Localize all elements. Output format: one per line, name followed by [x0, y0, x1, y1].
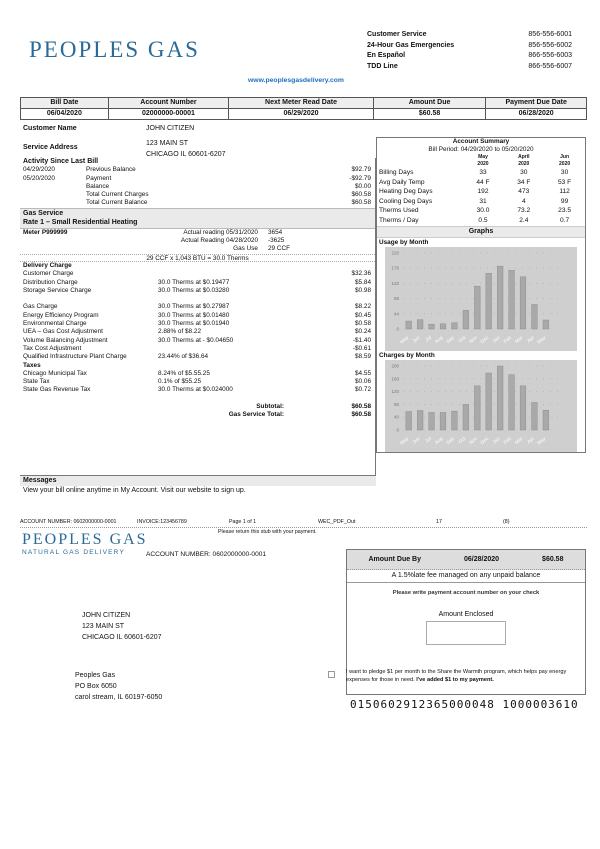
- column-month: April: [518, 154, 530, 160]
- charge-detail: 30.0 Therms at $0.27987: [158, 303, 230, 311]
- summary-label: Avg Daily Temp: [379, 178, 425, 186]
- activity-title: Activity Since Last Bill: [23, 158, 99, 165]
- y-tick-label: 120: [391, 388, 399, 394]
- activity-amount: $60.58: [351, 191, 371, 199]
- x-tick-label: Apr: [526, 436, 536, 445]
- x-tick-label: Jul: [424, 335, 433, 344]
- bar: [497, 366, 503, 430]
- x-tick-label: Dec: [480, 335, 490, 345]
- address-line: CHICAGO IL 60601-6207: [146, 151, 226, 158]
- activity-label: Total Current Balance: [86, 199, 148, 207]
- amount-enclosed-input[interactable]: [426, 621, 506, 645]
- column-year: 2020: [518, 161, 530, 167]
- activity-date: [20, 183, 86, 191]
- x-tick-label: Aug: [434, 335, 445, 345]
- x-tick-label: Oct: [458, 335, 468, 344]
- y-tick-label: 44: [393, 310, 399, 316]
- reading-value: 3654: [268, 228, 283, 236]
- column-year: 2020: [477, 161, 489, 167]
- bar: [486, 373, 492, 430]
- graphs-header: Graphs: [377, 226, 585, 238]
- bill-summary-bar: [20, 97, 587, 120]
- payment-due-header: Payment Due Date: [486, 98, 586, 109]
- activity-label: Payment: [86, 174, 112, 182]
- charge-label: Qualified Infrastructure Plant Charge: [23, 353, 127, 361]
- summary-value: 473: [518, 188, 530, 196]
- x-tick-label: Sep: [445, 335, 456, 345]
- usage-chart-title: Usage by Month: [379, 238, 429, 246]
- activity-row: [20, 166, 375, 174]
- summary-value: 30: [560, 169, 569, 176]
- x-tick-label: Feb: [503, 436, 513, 446]
- address-line: Peoples Gas: [75, 672, 116, 679]
- total-label: Gas Service Total:: [228, 411, 284, 419]
- charge-detail: 8.24% of $5.55.25: [158, 369, 210, 377]
- x-tick-label: Aug: [434, 436, 445, 446]
- peoples-gas-logo: PEOPLES GAS: [29, 37, 200, 62]
- charge-detail: 30.0 Therms at - $0.04650: [158, 336, 234, 344]
- summary-row: [377, 187, 585, 197]
- activity-row: [20, 175, 375, 183]
- x-tick-label: Mar: [514, 335, 525, 345]
- activity-label: Previous Balance: [86, 166, 136, 174]
- charge-label: Tax Cost Adjustment: [23, 344, 82, 352]
- gas-service-title: Gas Service: [23, 209, 64, 217]
- contact-phone: 866-556-6003: [528, 52, 572, 59]
- charge-detail: [158, 345, 315, 353]
- x-tick-label: Nov: [468, 335, 479, 345]
- account-number-value: 02000000-00001: [109, 109, 230, 119]
- address-line: JOHN CITIZEN: [82, 612, 131, 619]
- reading-label: Actual Reading 04/28/2020: [180, 237, 258, 245]
- amount-due-value: $60.58: [374, 109, 487, 119]
- summary-row: [377, 178, 585, 188]
- activity-amount: $60.58: [351, 199, 371, 207]
- charges-by-month-chart: [381, 360, 581, 452]
- gas-service-band: [20, 208, 375, 228]
- x-tick-label: Nov: [468, 436, 479, 446]
- footer-account-number: ACCOUNT NUMBER: 0602000000-0001: [20, 519, 117, 525]
- bar: [532, 402, 538, 430]
- summary-value: 44 F: [476, 178, 490, 186]
- charge-row: [20, 328, 375, 336]
- bar: [463, 310, 469, 329]
- check-note: Please write payment account number on your check: [392, 590, 540, 596]
- bar: [520, 276, 526, 328]
- x-tick-label: Jun: [412, 335, 422, 345]
- charge-amount: $8.59: [355, 353, 371, 361]
- charges-chart-title: Charges by Month: [379, 351, 435, 359]
- bar: [486, 273, 492, 329]
- y-tick-label: 160: [391, 375, 399, 381]
- amount-due-header: Amount Due: [374, 98, 487, 109]
- address-line: PO Box 6050: [75, 683, 117, 690]
- return-stub-note: Please return this stub with your payment.: [218, 529, 317, 535]
- y-tick-label: 176: [391, 265, 399, 271]
- bar: [543, 320, 549, 329]
- summary-row: [377, 197, 585, 207]
- charge-amount: $5.84: [355, 278, 371, 286]
- therm-conversion: 29 CCF x 1,043 BTU = 30.0 Therms: [20, 254, 375, 262]
- bar: [509, 270, 515, 329]
- chart-background: [385, 360, 577, 452]
- pledge-description: I want to pledge $1 per month to the Share the Warmth program, which helps pay energy expenses for those in need.: [346, 669, 567, 683]
- column-year: 2020: [559, 161, 571, 167]
- service-address: [146, 138, 226, 160]
- website-link[interactable]: www.peoplesgasdelivery.com: [248, 77, 344, 84]
- contact-label: Customer Service: [367, 31, 427, 38]
- charge-label: State Tax: [23, 378, 50, 386]
- charge-row: [20, 345, 375, 353]
- reading-value: -3625: [268, 237, 285, 245]
- x-tick-label: Mar: [514, 436, 525, 446]
- summary-row: [377, 206, 585, 216]
- bar: [463, 404, 469, 430]
- y-tick-label: 40: [393, 414, 399, 420]
- bar: [520, 385, 526, 429]
- charge-amount: $0.98: [355, 286, 371, 294]
- charge-detail: 2.88% of $8.22: [158, 328, 201, 336]
- summary-row: [377, 168, 585, 178]
- y-tick-label: 220: [391, 250, 399, 256]
- summary-label: Therms Used: [379, 207, 419, 215]
- footer-page: Page 1 of 1: [229, 519, 257, 525]
- charge-row: [20, 279, 375, 287]
- contact-row: [367, 63, 572, 74]
- charge-detail: 30.0 Therms at $0.024000: [158, 386, 233, 394]
- charge-label: Gas Charge: [23, 303, 58, 311]
- charge-row: [20, 370, 375, 378]
- charge-amount: $32.36: [351, 270, 371, 278]
- footer-code: (8): [503, 519, 510, 525]
- x-tick-label: Jan: [492, 335, 502, 345]
- remit-address: [75, 670, 162, 703]
- charge-label: Environmental Charge: [23, 320, 87, 328]
- charge-row: [20, 320, 375, 328]
- x-tick-label: May: [536, 436, 548, 446]
- x-tick-label: Dec: [480, 436, 490, 446]
- delivery-charge-title: Delivery Charge: [23, 261, 72, 269]
- activity-label: Balance: [86, 182, 110, 190]
- summary-value: 112: [559, 188, 570, 196]
- address-line: 123 MAIN ST: [82, 623, 125, 630]
- contact-phone: 866-556-6007: [528, 62, 572, 70]
- contact-label: 24-Hour Gas Emergencies: [367, 41, 455, 49]
- footer-invoice: INVOICE:123456789: [137, 519, 187, 525]
- charge-row: [20, 337, 375, 345]
- amount-enclosed-label: Amount Enclosed: [438, 611, 494, 618]
- charge-amount: $0.24: [355, 328, 371, 336]
- bar: [532, 304, 538, 329]
- y-tick-label: 200: [391, 363, 399, 369]
- meter-id: Meter P999999: [23, 228, 68, 236]
- y-tick-label: 0: [396, 326, 399, 332]
- address-line: CHICAGO IL 60601-6207: [82, 634, 162, 641]
- bar: [543, 410, 549, 430]
- bar: [406, 321, 412, 329]
- charge-row: [20, 353, 375, 361]
- rate-title: Rate 1 – Small Residential Heating: [23, 219, 138, 227]
- reading-value: 29 CCF: [268, 245, 291, 253]
- charge-label: Distribution Charge: [23, 278, 78, 286]
- bar: [474, 286, 480, 329]
- summary-label: Cooling Deg Days: [379, 197, 433, 205]
- customer-name-label: Customer Name: [23, 125, 77, 132]
- bar: [452, 322, 458, 328]
- summary-value: 2.4: [519, 216, 529, 224]
- activity-date: 04/29/2020: [23, 166, 55, 174]
- summary-value: 33: [479, 169, 487, 176]
- next-read-value: 06/29/2020: [229, 109, 373, 119]
- subtotal-label: Subtotal:: [256, 403, 284, 411]
- charge-row: [20, 386, 375, 394]
- bar: [440, 323, 446, 328]
- due-amount: $60.58: [542, 556, 564, 563]
- activity-amount: $0.00: [355, 182, 371, 190]
- x-tick-label: Sep: [445, 436, 456, 446]
- payment-due-value: 06/28/2020: [518, 110, 554, 117]
- activity-date: [20, 191, 86, 199]
- amount-due-row: [347, 550, 585, 570]
- pledge-checkbox[interactable]: [328, 671, 335, 678]
- activity-row: [20, 191, 375, 199]
- charge-amount: $0.45: [355, 311, 371, 319]
- x-tick-label: Feb: [503, 335, 513, 345]
- contact-phone: 856-556-6002: [528, 41, 572, 49]
- charge-detail: 30.0 Therms at $0.03280: [158, 286, 230, 294]
- column-month: Jun: [560, 154, 570, 160]
- usage-by-month-chart: [381, 247, 581, 351]
- x-tick-label: May: [536, 335, 548, 345]
- x-tick-label: Jan: [492, 436, 502, 446]
- summary-value: 23.5: [558, 207, 571, 215]
- bar: [497, 266, 503, 329]
- charge-row: [20, 312, 375, 320]
- column-month: May: [478, 154, 488, 160]
- stub-footer-line: [20, 519, 587, 528]
- bar: [417, 410, 423, 430]
- contact-phone: 856-556-6001: [528, 31, 572, 38]
- summary-value: 30: [520, 169, 528, 176]
- address-line: carol stream, IL 60197-6050: [75, 694, 163, 701]
- account-summary-title: Account Summary: [452, 138, 510, 145]
- late-fee-note: A 1.5%late fee managed on any unpaid balance: [347, 570, 585, 583]
- charge-detail: 0.1% of $55.25: [158, 378, 201, 386]
- charge-label: Chicago Municipal Tax: [23, 369, 87, 377]
- activity-row: [20, 199, 375, 207]
- x-tick-label: Jul: [424, 436, 433, 445]
- charge-amount: $8.22: [355, 303, 371, 311]
- x-tick-label: May: [399, 335, 410, 345]
- charge-row: [20, 270, 375, 278]
- charge-label: Customer Charge: [23, 270, 74, 278]
- activity-row: [20, 183, 375, 191]
- bill-date-value: 06/04/2020: [21, 109, 109, 119]
- summary-value: 0.7: [560, 216, 570, 224]
- charge-amount: $0.72: [355, 386, 371, 394]
- message-text: View your bill online anytime in My Account. Visit our website to sign up.: [23, 487, 246, 494]
- charge-label: State Gas Revenue Tax: [23, 386, 91, 394]
- total-value: $60.58: [351, 411, 371, 419]
- contact-label: TDD Line: [367, 62, 398, 70]
- pledge-bold: I've added $1 to my payment.: [416, 676, 494, 683]
- charge-row: [20, 303, 375, 311]
- summary-value: 34 F: [517, 178, 531, 186]
- x-tick-label: May: [399, 436, 410, 446]
- charge-detail: 23.44% of $36.64: [158, 353, 209, 361]
- bar: [429, 412, 435, 430]
- activity-date: [20, 199, 86, 207]
- charge-label: Volume Balancing Adjustment: [23, 336, 108, 344]
- summary-value: 192: [477, 188, 489, 196]
- summary-label: Billing Days: [379, 169, 414, 176]
- activity-label: Total Current Charges: [86, 191, 149, 199]
- contact-row: [367, 31, 572, 42]
- x-tick-label: Jun: [412, 436, 422, 446]
- summary-label: Heating Deg Days: [379, 188, 433, 196]
- due-label: Amount Due By: [368, 556, 421, 563]
- activity-amount: -$92.79: [349, 174, 371, 182]
- charge-amount: -$1.40: [352, 336, 371, 344]
- activity-date: 05/20/2020: [23, 174, 55, 182]
- charge-label: Storage Service Charge: [23, 286, 92, 294]
- address-line: 123 MAIN ST: [146, 140, 189, 147]
- charge-label: UEA – Gas Cost Adjustment: [23, 328, 103, 336]
- stub-logo: PEOPLES GAS: [22, 531, 148, 548]
- contact-row: [367, 42, 572, 53]
- charge-amount: $4.55: [355, 369, 371, 377]
- bar: [440, 412, 446, 430]
- y-tick-label: 0: [396, 427, 399, 433]
- due-date: 06/28/2020: [464, 556, 500, 563]
- meter-readings: [20, 228, 375, 262]
- account-summary: [376, 137, 586, 453]
- micr-line: 0150602912365000048 1000003610: [350, 698, 579, 711]
- footer-count: 17: [436, 519, 442, 525]
- charge-detail: 30.0 Therms at $0.19477: [158, 278, 230, 286]
- bar: [474, 385, 480, 429]
- taxes-title: Taxes: [23, 361, 41, 369]
- charges-panel: [20, 158, 376, 475]
- charge-amount: $0.06: [355, 378, 371, 386]
- service-address-label: Service Address: [23, 144, 78, 151]
- account-number-header: Account Number: [109, 98, 230, 109]
- summary-value: 99: [560, 197, 569, 205]
- y-tick-label: 80: [393, 401, 399, 407]
- pledge-text: [346, 669, 586, 684]
- bar: [429, 324, 435, 329]
- x-tick-label: Apr: [526, 335, 536, 344]
- summary-label: Therms / Day: [379, 216, 419, 224]
- bar: [452, 411, 458, 430]
- chart-background: [385, 247, 577, 351]
- charge-amount: $0.58: [355, 320, 371, 328]
- charge-amount: -$0.61: [352, 344, 371, 352]
- activity-amount: $92.79: [351, 166, 371, 174]
- y-tick-label: 132: [391, 280, 399, 286]
- charge-row: [20, 378, 375, 386]
- x-tick-label: Oct: [458, 436, 468, 445]
- summary-value: 0.5: [478, 216, 488, 224]
- footer-doc-id: WEC_PDF_Out: [318, 519, 356, 525]
- messages-header: Messages: [20, 475, 376, 486]
- reading-label: Gas Use: [233, 245, 258, 253]
- charge-detail: 30.0 Therms at $0.01940: [158, 320, 230, 328]
- summary-value: 73.2: [517, 207, 531, 215]
- bar: [509, 374, 515, 429]
- contact-list: [367, 31, 572, 73]
- charge-detail: 30.0 Therms at $0.01480: [158, 311, 230, 319]
- charge-row: [20, 287, 375, 295]
- contact-label: En Español: [367, 52, 406, 59]
- summary-value: 30.0: [476, 207, 490, 215]
- summary-value: 53 F: [557, 178, 572, 186]
- subtotal-value: $60.58: [351, 403, 371, 411]
- summary-value: 31: [479, 197, 487, 205]
- y-tick-label: 88: [393, 295, 399, 301]
- summary-value: 4: [521, 197, 526, 205]
- stub-logo-subtitle: NATURAL GAS DELIVERY: [22, 549, 125, 556]
- bill-period: Bill Period: 04/29/2020 to 05/20/2020: [428, 146, 534, 153]
- reading-label: Actual reading 05/31/2020: [183, 228, 258, 236]
- stub-account-number: ACCOUNT NUMBER: 0602000000-0001: [146, 551, 267, 558]
- charge-detail: [158, 270, 315, 278]
- summary-row: [377, 216, 585, 226]
- bill-date-header: Bill Date: [21, 98, 109, 109]
- charge-label: Energy Efficiency Program: [23, 311, 99, 319]
- stub-customer-address: [82, 610, 162, 643]
- contact-row: [367, 52, 572, 63]
- bar: [406, 411, 412, 430]
- next-read-header: Next Meter Read Date: [229, 98, 373, 109]
- bar: [417, 319, 423, 328]
- customer-name: JOHN CITIZEN: [146, 125, 195, 132]
